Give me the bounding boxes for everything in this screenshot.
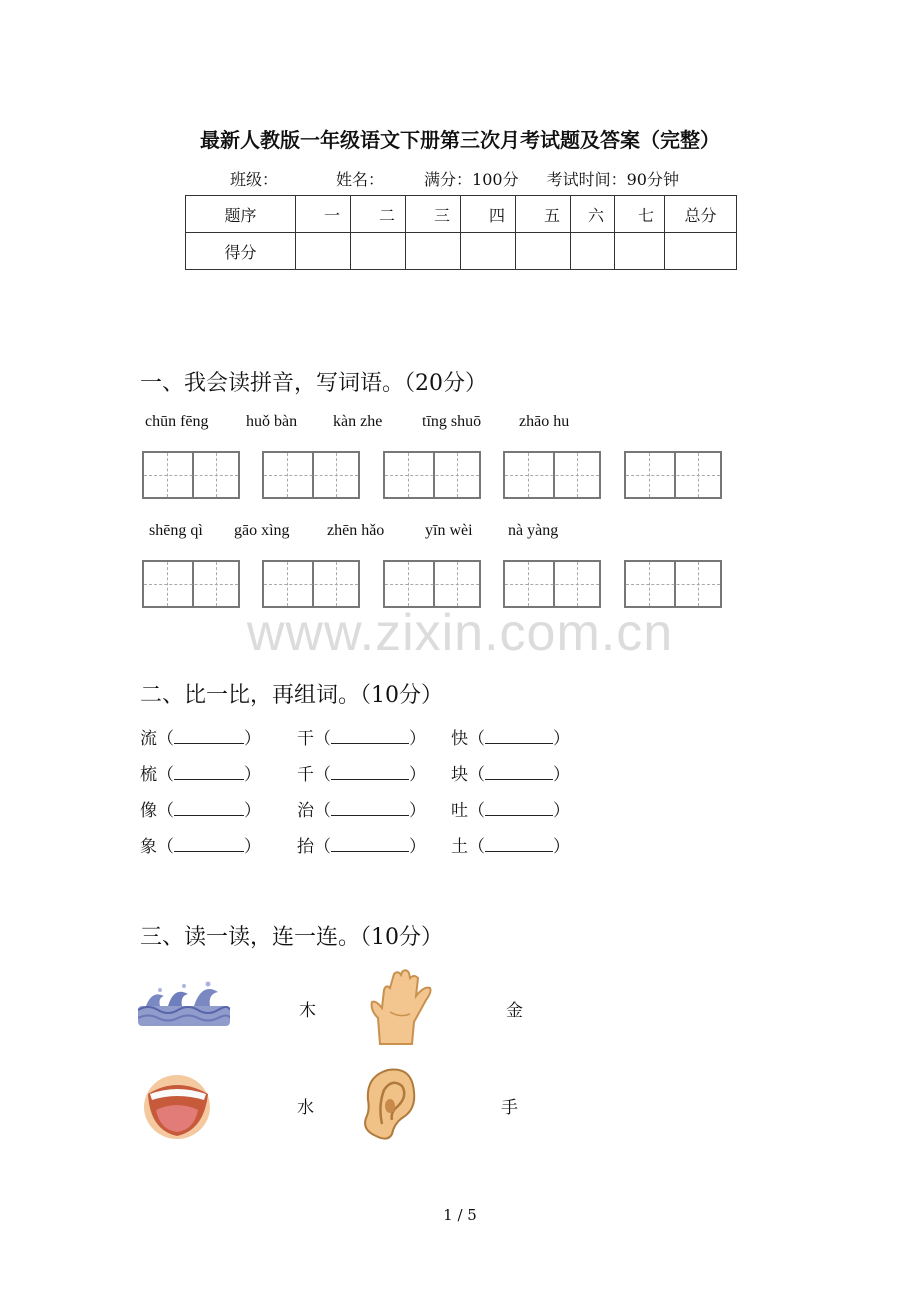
word-item: 像（ ） xyxy=(140,801,261,821)
score-cell[interactable] xyxy=(461,233,516,270)
pinyin-label: nà yàng xyxy=(508,522,559,539)
writing-grid[interactable] xyxy=(503,560,601,608)
pinyin-label: kàn zhe xyxy=(333,413,383,430)
char: 梳 xyxy=(140,765,157,785)
score-cell[interactable] xyxy=(665,233,737,270)
char: 干 xyxy=(297,729,314,749)
answer-blank[interactable] xyxy=(331,765,409,780)
answer-blank[interactable] xyxy=(331,801,409,816)
score-header-cell: 五 xyxy=(516,196,571,233)
answer-blank[interactable] xyxy=(331,729,409,744)
pinyin-label: huǒ bàn xyxy=(246,413,298,430)
pinyin-label: zhāo hu xyxy=(519,413,570,430)
char: 治 xyxy=(297,801,314,821)
char: 像 xyxy=(140,801,157,821)
match-word: 金 xyxy=(506,1001,523,1021)
section2-heading: 二、比一比，再组词。（10分） xyxy=(140,683,443,708)
char: 抬 xyxy=(297,837,314,857)
mouth-picture xyxy=(142,1072,212,1142)
writing-grid[interactable] xyxy=(624,560,722,608)
score-header-cell: 四 xyxy=(461,196,516,233)
score-header-cell: 六 xyxy=(571,196,615,233)
water-picture xyxy=(138,976,230,1028)
score-cell[interactable] xyxy=(406,233,461,270)
score-row-label: 得分 xyxy=(186,233,296,270)
answer-blank[interactable] xyxy=(485,765,553,780)
pinyin-label: yīn wèi xyxy=(425,522,473,539)
class-label: 班级： xyxy=(230,170,279,189)
word-item: 抬（ ） xyxy=(297,837,426,857)
answer-blank[interactable] xyxy=(174,729,244,744)
full-score: 满分：100分 xyxy=(424,170,519,189)
score-header-cell: 七 xyxy=(615,196,665,233)
score-header-cell: 总分 xyxy=(665,196,737,233)
answer-blank[interactable] xyxy=(331,837,409,852)
word-item: 土（ ） xyxy=(451,837,570,857)
exam-time: 考试时间：90分钟 xyxy=(546,170,679,189)
watermark: www.zixin.com.cn xyxy=(246,604,674,662)
section3-heading: 三、读一读，连一连。（10分） xyxy=(140,925,443,950)
answer-blank[interactable] xyxy=(174,765,244,780)
word-item: 吐（ ） xyxy=(451,801,570,821)
pinyin-label: zhēn hǎo xyxy=(327,522,385,539)
answer-blank[interactable] xyxy=(174,801,244,816)
writing-grid[interactable] xyxy=(383,560,481,608)
answer-blank[interactable] xyxy=(485,801,553,816)
char: 块 xyxy=(451,765,468,785)
match-word: 木 xyxy=(299,1001,316,1021)
score-cell[interactable] xyxy=(351,233,406,270)
answer-blank[interactable] xyxy=(174,837,244,852)
section1-heading: 一、我会读拼音，写词语。（20分） xyxy=(140,371,487,396)
answer-blank[interactable] xyxy=(485,729,553,744)
char: 吐 xyxy=(451,801,468,821)
char: 土 xyxy=(451,837,468,857)
writing-grid[interactable] xyxy=(503,451,601,499)
hand-picture xyxy=(366,966,438,1048)
score-table-score-row xyxy=(186,233,737,270)
char: 象 xyxy=(140,837,157,857)
word-item: 流（ ） xyxy=(140,729,261,749)
pinyin-label: tīng shuō xyxy=(422,413,482,430)
writing-grid[interactable] xyxy=(624,451,722,499)
score-cell[interactable] xyxy=(615,233,665,270)
writing-grid[interactable] xyxy=(262,451,360,499)
exam-info xyxy=(230,167,679,190)
score-header-cell: 二 xyxy=(351,196,406,233)
document-title: 最新人教版一年级语文下册第三次月考试题及答案（完整） xyxy=(200,128,720,152)
word-item: 快（ ） xyxy=(451,729,570,749)
pinyin-label: shēng qì xyxy=(149,522,203,539)
answer-blank[interactable] xyxy=(485,837,553,852)
word-item: 象（ ） xyxy=(140,837,261,857)
word-item: 梳（ ） xyxy=(140,765,261,785)
page-number: 1 / 5 xyxy=(443,1206,477,1224)
ear-picture xyxy=(358,1066,420,1142)
char: 流 xyxy=(140,729,157,749)
score-cell[interactable] xyxy=(296,233,351,270)
score-header-cell: 题序 xyxy=(186,196,296,233)
match-word: 手 xyxy=(501,1098,518,1118)
writing-grid[interactable] xyxy=(142,451,240,499)
pinyin-label: chūn fēng xyxy=(145,413,209,430)
pinyin-label: gāo xìng xyxy=(234,522,290,539)
score-cell[interactable] xyxy=(516,233,571,270)
writing-grid[interactable] xyxy=(262,560,360,608)
writing-grid[interactable] xyxy=(142,560,240,608)
score-cell[interactable] xyxy=(571,233,615,270)
word-item: 干（ ） xyxy=(297,729,426,749)
char: 快 xyxy=(451,729,468,749)
score-table xyxy=(185,195,737,270)
match-word: 水 xyxy=(297,1098,314,1118)
char: 千 xyxy=(297,765,314,785)
name-label: 姓名： xyxy=(336,170,385,189)
writing-grid[interactable] xyxy=(383,451,481,499)
word-item: 千（ ） xyxy=(297,765,426,785)
score-header-cell: 一 xyxy=(296,196,351,233)
word-item: 治（ ） xyxy=(297,801,426,821)
score-header-cell: 三 xyxy=(406,196,461,233)
word-item: 块（ ） xyxy=(451,765,570,785)
score-table-header-row xyxy=(186,196,737,233)
